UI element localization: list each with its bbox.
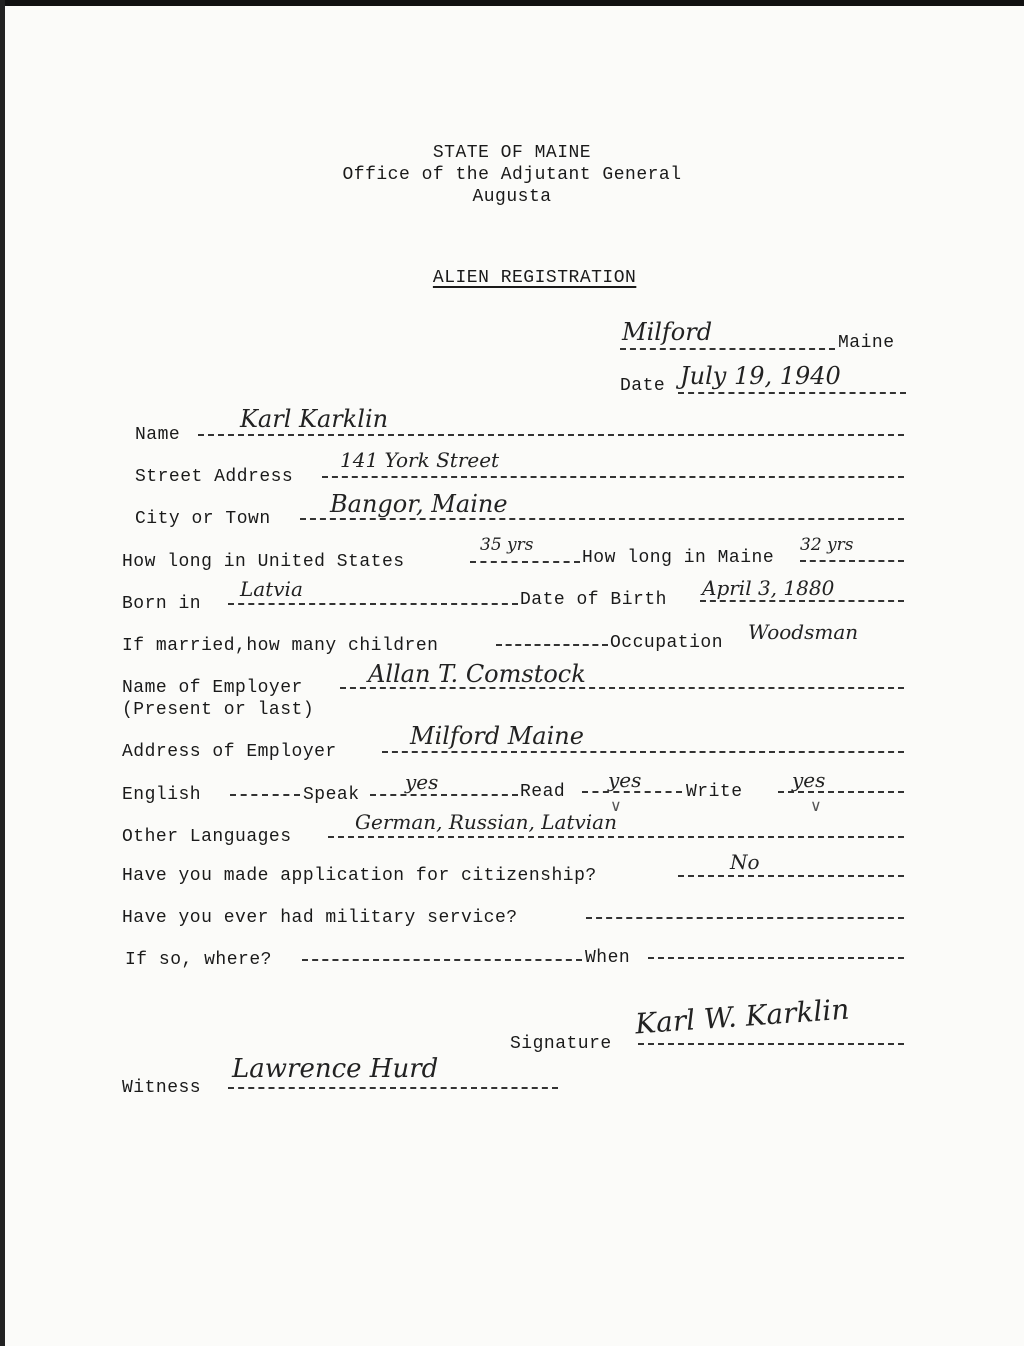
- employer-note: (Present or last): [122, 700, 315, 720]
- signature-value: Karl W. Karklin: [634, 992, 851, 1041]
- born-in-line: [228, 603, 518, 605]
- how-long-us-value: 35 yrs: [480, 535, 534, 555]
- date-value: July 19, 1940: [680, 362, 841, 390]
- how-long-maine-line: [800, 560, 904, 562]
- other-languages-label: Other Languages: [122, 827, 292, 847]
- header-city: Augusta: [472, 187, 552, 207]
- when-line: [648, 957, 904, 959]
- employer-name-value: Allan T. Comstock: [368, 660, 586, 688]
- maine-label: Maine: [838, 333, 895, 353]
- witness-label: Witness: [122, 1078, 202, 1098]
- where-label: If so, where?: [125, 950, 272, 970]
- date-label: Date: [620, 376, 666, 396]
- occupation-label: Occupation: [610, 633, 724, 653]
- children-line: [496, 644, 608, 646]
- write-value: yes: [792, 768, 826, 792]
- english-line: [230, 794, 300, 796]
- other-languages-value: German, Russian, Latvian: [355, 810, 617, 834]
- street-address-value: 141 York Street: [340, 448, 500, 472]
- town-line: [620, 348, 835, 350]
- children-label: If married,how many children: [122, 636, 439, 656]
- citizenship-value: No: [730, 850, 760, 874]
- signature-line: [638, 1043, 904, 1045]
- military-question: Have you ever had military service?: [122, 908, 518, 928]
- town-value: Milford: [622, 318, 713, 346]
- read-value: yes: [608, 768, 642, 792]
- header-office: Office of the Adjutant General: [342, 165, 682, 185]
- how-long-maine-value: 32 yrs: [800, 535, 854, 555]
- signature-label: Signature: [510, 1034, 612, 1054]
- born-in-value: Latvia: [240, 577, 303, 601]
- employer-address-label: Address of Employer: [122, 742, 337, 762]
- occupation-value: Woodsman: [748, 620, 859, 644]
- city-label: City or Town: [135, 509, 271, 529]
- employer-address-value: Milford Maine: [410, 722, 584, 750]
- date-of-birth-value: April 3, 1880: [702, 576, 835, 600]
- speak-line: [370, 794, 518, 796]
- when-label: When: [585, 948, 631, 968]
- speak-value: yes: [405, 770, 439, 794]
- citizenship-line: [678, 875, 904, 877]
- form-title: [0, 248, 1024, 308]
- form-title-text: ALIEN REGISTRATION: [432, 268, 637, 288]
- name-label: Name: [135, 425, 181, 445]
- witness-line: [228, 1087, 558, 1089]
- employer-name-label: Name of Employer: [122, 678, 303, 698]
- street-address-line: [322, 476, 904, 478]
- citizenship-question: Have you made application for citizenship?: [122, 866, 597, 886]
- military-line: [586, 917, 904, 919]
- city-line: [300, 518, 904, 520]
- write-label: Write: [686, 782, 743, 802]
- street-address-label: Street Address: [135, 467, 294, 487]
- date-line: [678, 392, 906, 394]
- name-line: [198, 434, 904, 436]
- check-mark-icon: ∨: [610, 796, 622, 815]
- date-of-birth-label: Date of Birth: [520, 590, 667, 610]
- check-mark-icon: ∨: [810, 796, 822, 815]
- employer-address-line: [382, 751, 904, 753]
- english-label: English: [122, 785, 202, 805]
- born-in-label: Born in: [122, 594, 202, 614]
- where-line: [302, 959, 582, 961]
- read-label: Read: [520, 782, 566, 802]
- header-state: STATE OF MAINE: [432, 143, 592, 163]
- how-long-us-label: How long in United States: [122, 552, 405, 572]
- date-of-birth-line: [700, 600, 904, 602]
- city-value: Bangor, Maine: [330, 490, 508, 518]
- name-value: Karl Karklin: [240, 405, 389, 433]
- speak-label: Speak: [303, 785, 360, 805]
- how-long-maine-label: How long in Maine: [582, 548, 775, 568]
- witness-value: Lawrence Hurd: [232, 1054, 439, 1084]
- scan-edge-top: [0, 0, 1024, 6]
- how-long-us-line: [470, 561, 580, 563]
- other-languages-line: [328, 836, 904, 838]
